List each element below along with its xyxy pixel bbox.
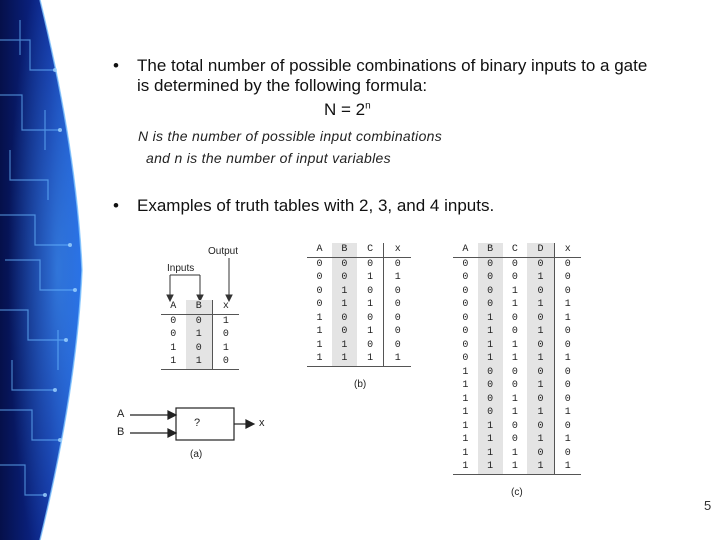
table-cell: 0: [554, 325, 581, 339]
table-cell: 0: [478, 406, 503, 420]
table-cell: 0: [316, 258, 323, 270]
table-header-cell: x: [384, 243, 411, 257]
table-cell: 0: [316, 285, 323, 297]
table-cell: 1: [527, 379, 554, 393]
table-cell: 0: [527, 339, 554, 353]
table-cell: 1: [462, 380, 469, 392]
table-cell: 0: [170, 315, 177, 327]
table-cell: 0: [462, 312, 469, 324]
table-cell: 1: [554, 312, 581, 326]
table-row: [453, 352, 581, 366]
table-cell: 0: [384, 312, 411, 326]
table-cell: 1: [527, 406, 554, 420]
table-cell: 1: [307, 352, 332, 366]
table-cell: 1: [462, 447, 469, 459]
table-cell: 1: [527, 325, 554, 339]
table-row: [453, 325, 581, 339]
table-cell: 0: [511, 312, 518, 324]
table-header-cell: D: [527, 243, 554, 257]
table-cell: 0: [462, 299, 469, 311]
table-row: [307, 325, 411, 339]
table-cell: 0: [478, 379, 503, 393]
output-label: Output: [208, 246, 239, 257]
table-cell: 0: [367, 285, 374, 297]
table-row: [453, 420, 581, 434]
caption-b: (b): [354, 379, 367, 390]
table-row: [453, 460, 581, 474]
table-cell: 1: [316, 339, 323, 351]
table-row: [453, 339, 581, 353]
table-cell: 1: [554, 433, 581, 447]
table-cell: 1: [161, 355, 186, 369]
bullet-formula-intro: [137, 56, 647, 96]
table-cell: 1: [554, 298, 581, 312]
table-cell: 0: [511, 380, 518, 392]
gate-input-b: B: [117, 426, 125, 438]
table-cell: 0: [527, 420, 554, 434]
table-cell: 0: [332, 257, 357, 271]
table-cell: 0: [367, 258, 374, 270]
table-cell: 0: [511, 258, 518, 270]
table-cell: 1: [170, 342, 177, 354]
table-cell: 1: [527, 271, 554, 285]
table-cell: 0: [511, 366, 518, 378]
table-cell: 1: [186, 328, 213, 342]
table-row: [161, 328, 239, 342]
inputs-label: Inputs: [167, 263, 195, 274]
table-cell: 1: [462, 366, 469, 378]
table-cell: 1: [384, 352, 411, 366]
table-header-cell: x: [554, 243, 581, 257]
table-cell: 1: [478, 325, 503, 339]
table-cell: 0: [367, 312, 374, 324]
table-row: [453, 433, 581, 447]
table-cell: 1: [462, 420, 469, 432]
table-cell: 1: [478, 420, 503, 434]
table-cell: 0: [212, 355, 239, 369]
table-row: [307, 271, 411, 285]
table-cell: 0: [332, 312, 357, 326]
table-row: [453, 271, 581, 285]
gate-symbol: ?: [194, 417, 201, 429]
table-cell: 0: [367, 339, 374, 351]
table-cell: 1: [511, 407, 518, 419]
table-cell: 1: [478, 339, 503, 353]
table-header-cell: B: [186, 300, 213, 314]
table-cell: 0: [462, 272, 469, 284]
table-cell: 0: [554, 257, 581, 271]
table-cell: 1: [554, 352, 581, 366]
table-row: [453, 257, 581, 271]
table-cell: 0: [527, 285, 554, 299]
table-cell: 1: [478, 312, 503, 326]
table-cell: 0: [527, 447, 554, 461]
table-cell: 0: [332, 325, 357, 339]
table-row: [453, 393, 581, 407]
table-row: [161, 342, 239, 356]
table-cell: 1: [511, 285, 518, 297]
table-cell: 1: [384, 271, 411, 285]
table-cell: 0: [478, 366, 503, 380]
table-cell: 1: [527, 298, 554, 312]
table-cell: 0: [554, 420, 581, 434]
table-cell: 0: [462, 339, 469, 351]
table-cell: 0: [511, 326, 518, 338]
table-cell: 1: [554, 460, 581, 474]
table-cell: 0: [478, 271, 503, 285]
table-cell: 1: [527, 433, 554, 447]
gate-output-x: x: [259, 417, 265, 429]
table-row: [307, 298, 411, 312]
table-cell: 0: [462, 326, 469, 338]
table-header-cell: A: [307, 243, 332, 257]
table-cell: 0: [384, 285, 411, 299]
table-row: [161, 355, 239, 369]
formula-base: N = 2: [324, 100, 366, 119]
table-cell: 0: [462, 353, 469, 365]
table-row: [453, 285, 581, 299]
table-cell: 0: [186, 314, 213, 328]
table-header-cell: A: [161, 300, 186, 314]
table-cell: 0: [462, 285, 469, 297]
table-row: [161, 314, 239, 328]
table-cell: 1: [478, 447, 503, 461]
table-cell: 0: [384, 257, 411, 271]
table-header-cell: A: [453, 243, 478, 257]
table-cell: 0: [527, 312, 554, 326]
table-cell: 1: [527, 352, 554, 366]
table-cell: 1: [212, 342, 239, 356]
table-cell: 0: [478, 393, 503, 407]
table-row: [453, 312, 581, 326]
bullet-marker: •: [113, 56, 119, 75]
truth-table-3-inputs: [307, 243, 411, 367]
table-row: [307, 312, 411, 326]
table-cell: 1: [332, 339, 357, 353]
table-cell: 0: [554, 339, 581, 353]
table-row: [453, 406, 581, 420]
table-cell: 0: [554, 379, 581, 393]
table-cell: 1: [316, 326, 323, 338]
table-row: [453, 379, 581, 393]
bullet-examples: Examples of truth tables with 2, 3, and 4 inputs.: [137, 196, 495, 215]
table-cell: 0: [186, 342, 213, 356]
table-row: [453, 447, 581, 461]
table-cell: 0: [511, 420, 518, 432]
table-cell: 0: [170, 329, 177, 341]
table-cell: 1: [186, 355, 213, 369]
table-cell: 0: [316, 272, 323, 284]
table-cell: 1: [511, 299, 518, 311]
table-header-cell: x: [212, 300, 239, 314]
table-header-cell: B: [478, 243, 503, 257]
table-cell: 0: [554, 447, 581, 461]
table-cell: 0: [554, 271, 581, 285]
table-cell: 0: [478, 298, 503, 312]
table-row: [307, 285, 411, 299]
bullet-line: The total number of possible combinations of binary inputs to a gate: [137, 56, 648, 75]
table-cell: 1: [511, 393, 518, 405]
table-cell: 0: [462, 258, 469, 270]
table-row: [307, 257, 411, 271]
table-cell: 1: [367, 326, 374, 338]
table-cell: 1: [357, 352, 384, 366]
table-cell: 1: [511, 339, 518, 351]
table-row: [307, 352, 411, 366]
table-cell: 1: [554, 406, 581, 420]
table-cell: 0: [316, 299, 323, 311]
table-cell: 1: [332, 285, 357, 299]
table-cell: 1: [503, 460, 528, 474]
table-header-cell: C: [357, 243, 384, 257]
table-row: [453, 298, 581, 312]
formula-exponent: n: [365, 100, 371, 112]
table-cell: 0: [212, 328, 239, 342]
table-cell: 1: [453, 460, 478, 474]
table-cell: 1: [462, 407, 469, 419]
table-cell: 1: [478, 433, 503, 447]
bullet-line: is determined by the following formula:: [137, 76, 428, 95]
table-cell: 0: [527, 366, 554, 380]
table-cell: 1: [511, 447, 518, 459]
table-cell: 1: [462, 393, 469, 405]
bullet-marker: •: [113, 196, 119, 215]
page-number: 5: [704, 498, 712, 513]
table-cell: 1: [527, 460, 554, 474]
table-cell: 0: [554, 366, 581, 380]
caption-a: (a): [190, 449, 203, 460]
formula: [324, 100, 371, 120]
table-row: [307, 339, 411, 353]
table-cell: 1: [332, 352, 357, 366]
table-header-cell: C: [503, 243, 528, 257]
truth-table-4-inputs: [453, 243, 581, 475]
table-cell: 0: [527, 257, 554, 271]
table-cell: 1: [478, 460, 503, 474]
table-cell: 0: [554, 285, 581, 299]
truth-table-2-inputs: [161, 300, 239, 370]
table-cell: 0: [478, 257, 503, 271]
table-cell: 1: [462, 434, 469, 446]
table-cell: 1: [332, 298, 357, 312]
note-line: N is the number of possible input combinations: [138, 128, 443, 144]
table-cell: 1: [478, 352, 503, 366]
table-cell: 0: [384, 298, 411, 312]
table-cell: 1: [367, 299, 374, 311]
table-cell: 0: [527, 393, 554, 407]
table-cell: 0: [384, 325, 411, 339]
caption-c: (c): [511, 487, 523, 498]
table-cell: 0: [511, 272, 518, 284]
table-cell: 0: [511, 434, 518, 446]
table-cell: 0: [384, 339, 411, 353]
table-cell: 1: [316, 312, 323, 324]
table-cell: 0: [554, 393, 581, 407]
table-cell: 0: [332, 271, 357, 285]
gate-input-a: A: [117, 408, 125, 420]
note-line: and n is the number of input variables: [146, 150, 391, 166]
table-row: [453, 366, 581, 380]
table-cell: 1: [212, 314, 239, 328]
table-cell: 1: [367, 272, 374, 284]
table-cell: 1: [511, 353, 518, 365]
table-cell: 0: [478, 285, 503, 299]
table-header-cell: B: [332, 243, 357, 257]
